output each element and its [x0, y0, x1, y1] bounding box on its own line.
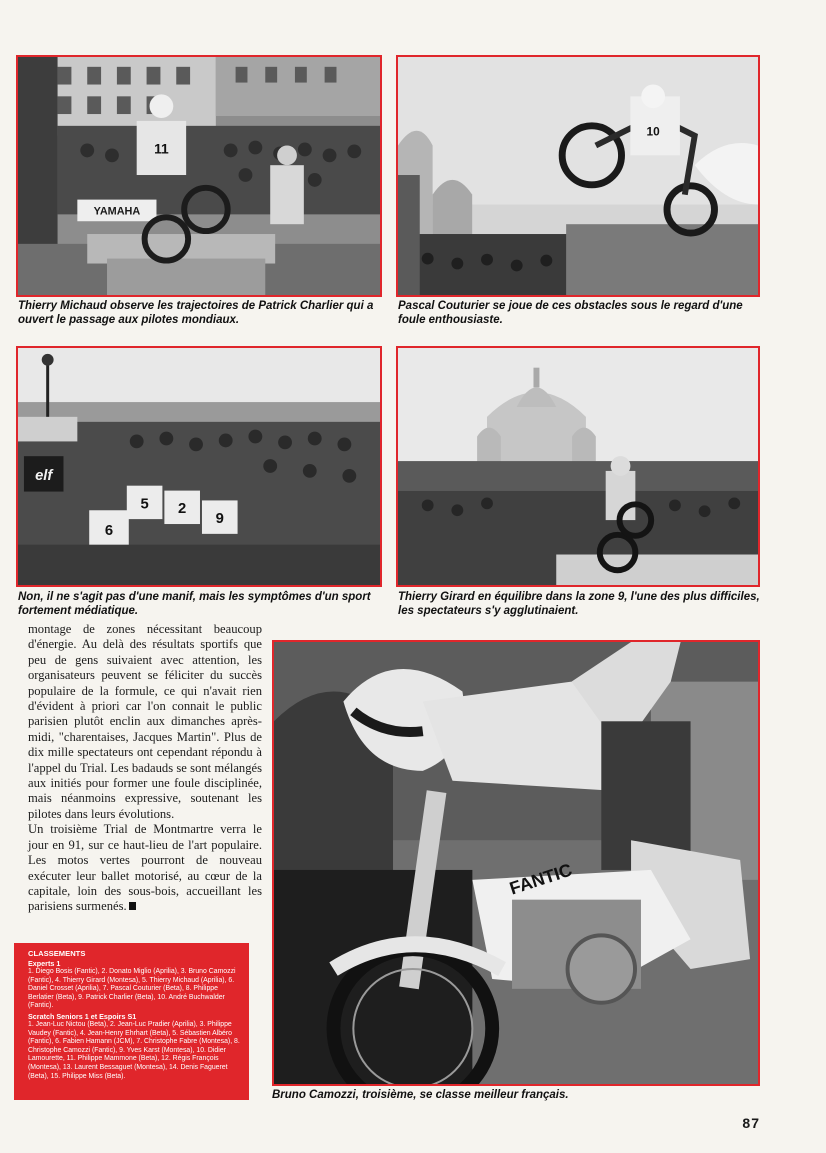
photo-thierry-michaud: [16, 55, 382, 297]
results-scratch-list: 1. Jean-Luc Nictou (Beta), 2. Jean-Luc Pradier (Aprilia), 3. Philippe Vaudey (Fantic), 4. Jean-Henry Ehrhart (Beta), 5. Sébastien Albéro (Fantic), 6. Fabien Hamann (JCM), 7. Christophe Fabre (Montesa), 8. Christophe Camozzi (Fantic), 9. Yves Karst (Montesa), 10. Didier Lamourette, 11. Philippe Mammone (Beta), 12. Régis François (Montesa), 13. Laurent Bessaguet (Montesa), 14. Denis Fagueret (Beta), 15. Philippe Miss (Beta).: [28, 1020, 240, 1080]
photo-crowd-start: [16, 346, 382, 587]
results-experts-title: Experts 1: [28, 959, 61, 968]
bleed-through-title: [320, 18, 760, 58]
rider-number-2: 2: [178, 501, 187, 518]
rider-number-5: 5: [140, 496, 149, 513]
photo-pascal-couturier: [396, 55, 760, 297]
caption-photo-5: Bruno Camozzi, troisième, se classe meilleur français.: [272, 1089, 569, 1101]
end-of-article-mark: [129, 902, 136, 910]
photo-5-image: [274, 642, 758, 1084]
article-paragraph-1: montage de zones nécessitant beaucoup d'énergie. Au delà des résultats sportifs que peu de gens suivaient avec attention, les organisateurs peuvent se féliciter du succès populaire de la formule, ce qui n'avait rien d'évident à priori car l'on connait le public parisien plutôt enclin aux dimanches après-midi, "charentaises, Jacques Martin". Plus de dix mille spectateurs ont cependant répondu à l'appel du Trial. Les badauds se sont mélangés aux initiés pour former une foule disciplinée, mais néanmoins expressive, soutenant les pilotes dans leurs évolutions.: [28, 622, 262, 821]
photo-4-image: [398, 348, 758, 585]
photo-2-image: [398, 57, 758, 295]
rider-number-9: 9: [215, 511, 224, 528]
caption-photo-4: Thierry Girard en équilibre dans la zone 9, l'une des plus difficiles, les spectateurs s'y agglutinaient.: [398, 591, 760, 617]
results-heading: CLASSEMENTS: [28, 949, 86, 958]
rider-number-6: 6: [104, 522, 114, 539]
results-box: [14, 943, 249, 1100]
elf-sign-text: elf: [35, 467, 53, 484]
caption-photo-2: Pascal Couturier se joue de ces obstacles sous le regard d'une foule enthousiaste.: [398, 300, 743, 326]
photo-bruno-camozzi: [272, 640, 760, 1086]
article-paragraph-2: [28, 822, 262, 914]
photo-1-image: [18, 57, 380, 295]
rider-number-10: 10: [646, 124, 660, 139]
article-paragraph-2-text: Un troisième Trial de Montmartre verra le jour en 91, sur ce haut-lieu de l'art populaire. Les motos vertes pourront de nouveau exécuter leur ballet motorisé, au cœur de la capitale, loin des sous-bois, accueillant les parisiens surmenés.: [28, 822, 262, 914]
photo-thierry-girard: [396, 346, 760, 587]
caption-photo-3: Non, il ne s'agit pas d'une manif, mais les symptômes d'un sport fortement médiatique.: [18, 591, 371, 617]
fantic-tank-text: FANTIC: [507, 859, 575, 899]
yamaha-banner-text: YAMAHA: [93, 205, 141, 218]
results-experts-list: 1. Diego Bosis (Fantic), 2. Donato Miglio (Aprilia), 3. Bruno Camozzi (Fantic), 4. Thierry Girard (Montesa), 5. Thierry Michaud (Aprilia), 6. Daniel Crosset (Aprilia), 7. Pascal Couturier (Beta), 8. Philippe Berlatier (Beta), 9. Patrick Charlier (Beta), 10. André Buchwalder (Fantic).: [28, 968, 236, 1010]
caption-photo-1: Thierry Michaud observe les trajectoires de Patrick Charlier qui a ouvert le passage aux pilotes mondiaux.: [18, 300, 374, 326]
results-scratch-title: Scratch Seniors 1 et Espoirs S1: [28, 1011, 137, 1021]
photo-3-image: [18, 348, 380, 585]
page-number: 87: [742, 1115, 760, 1131]
article-body: [28, 622, 262, 915]
rider-number-11: 11: [154, 141, 169, 157]
